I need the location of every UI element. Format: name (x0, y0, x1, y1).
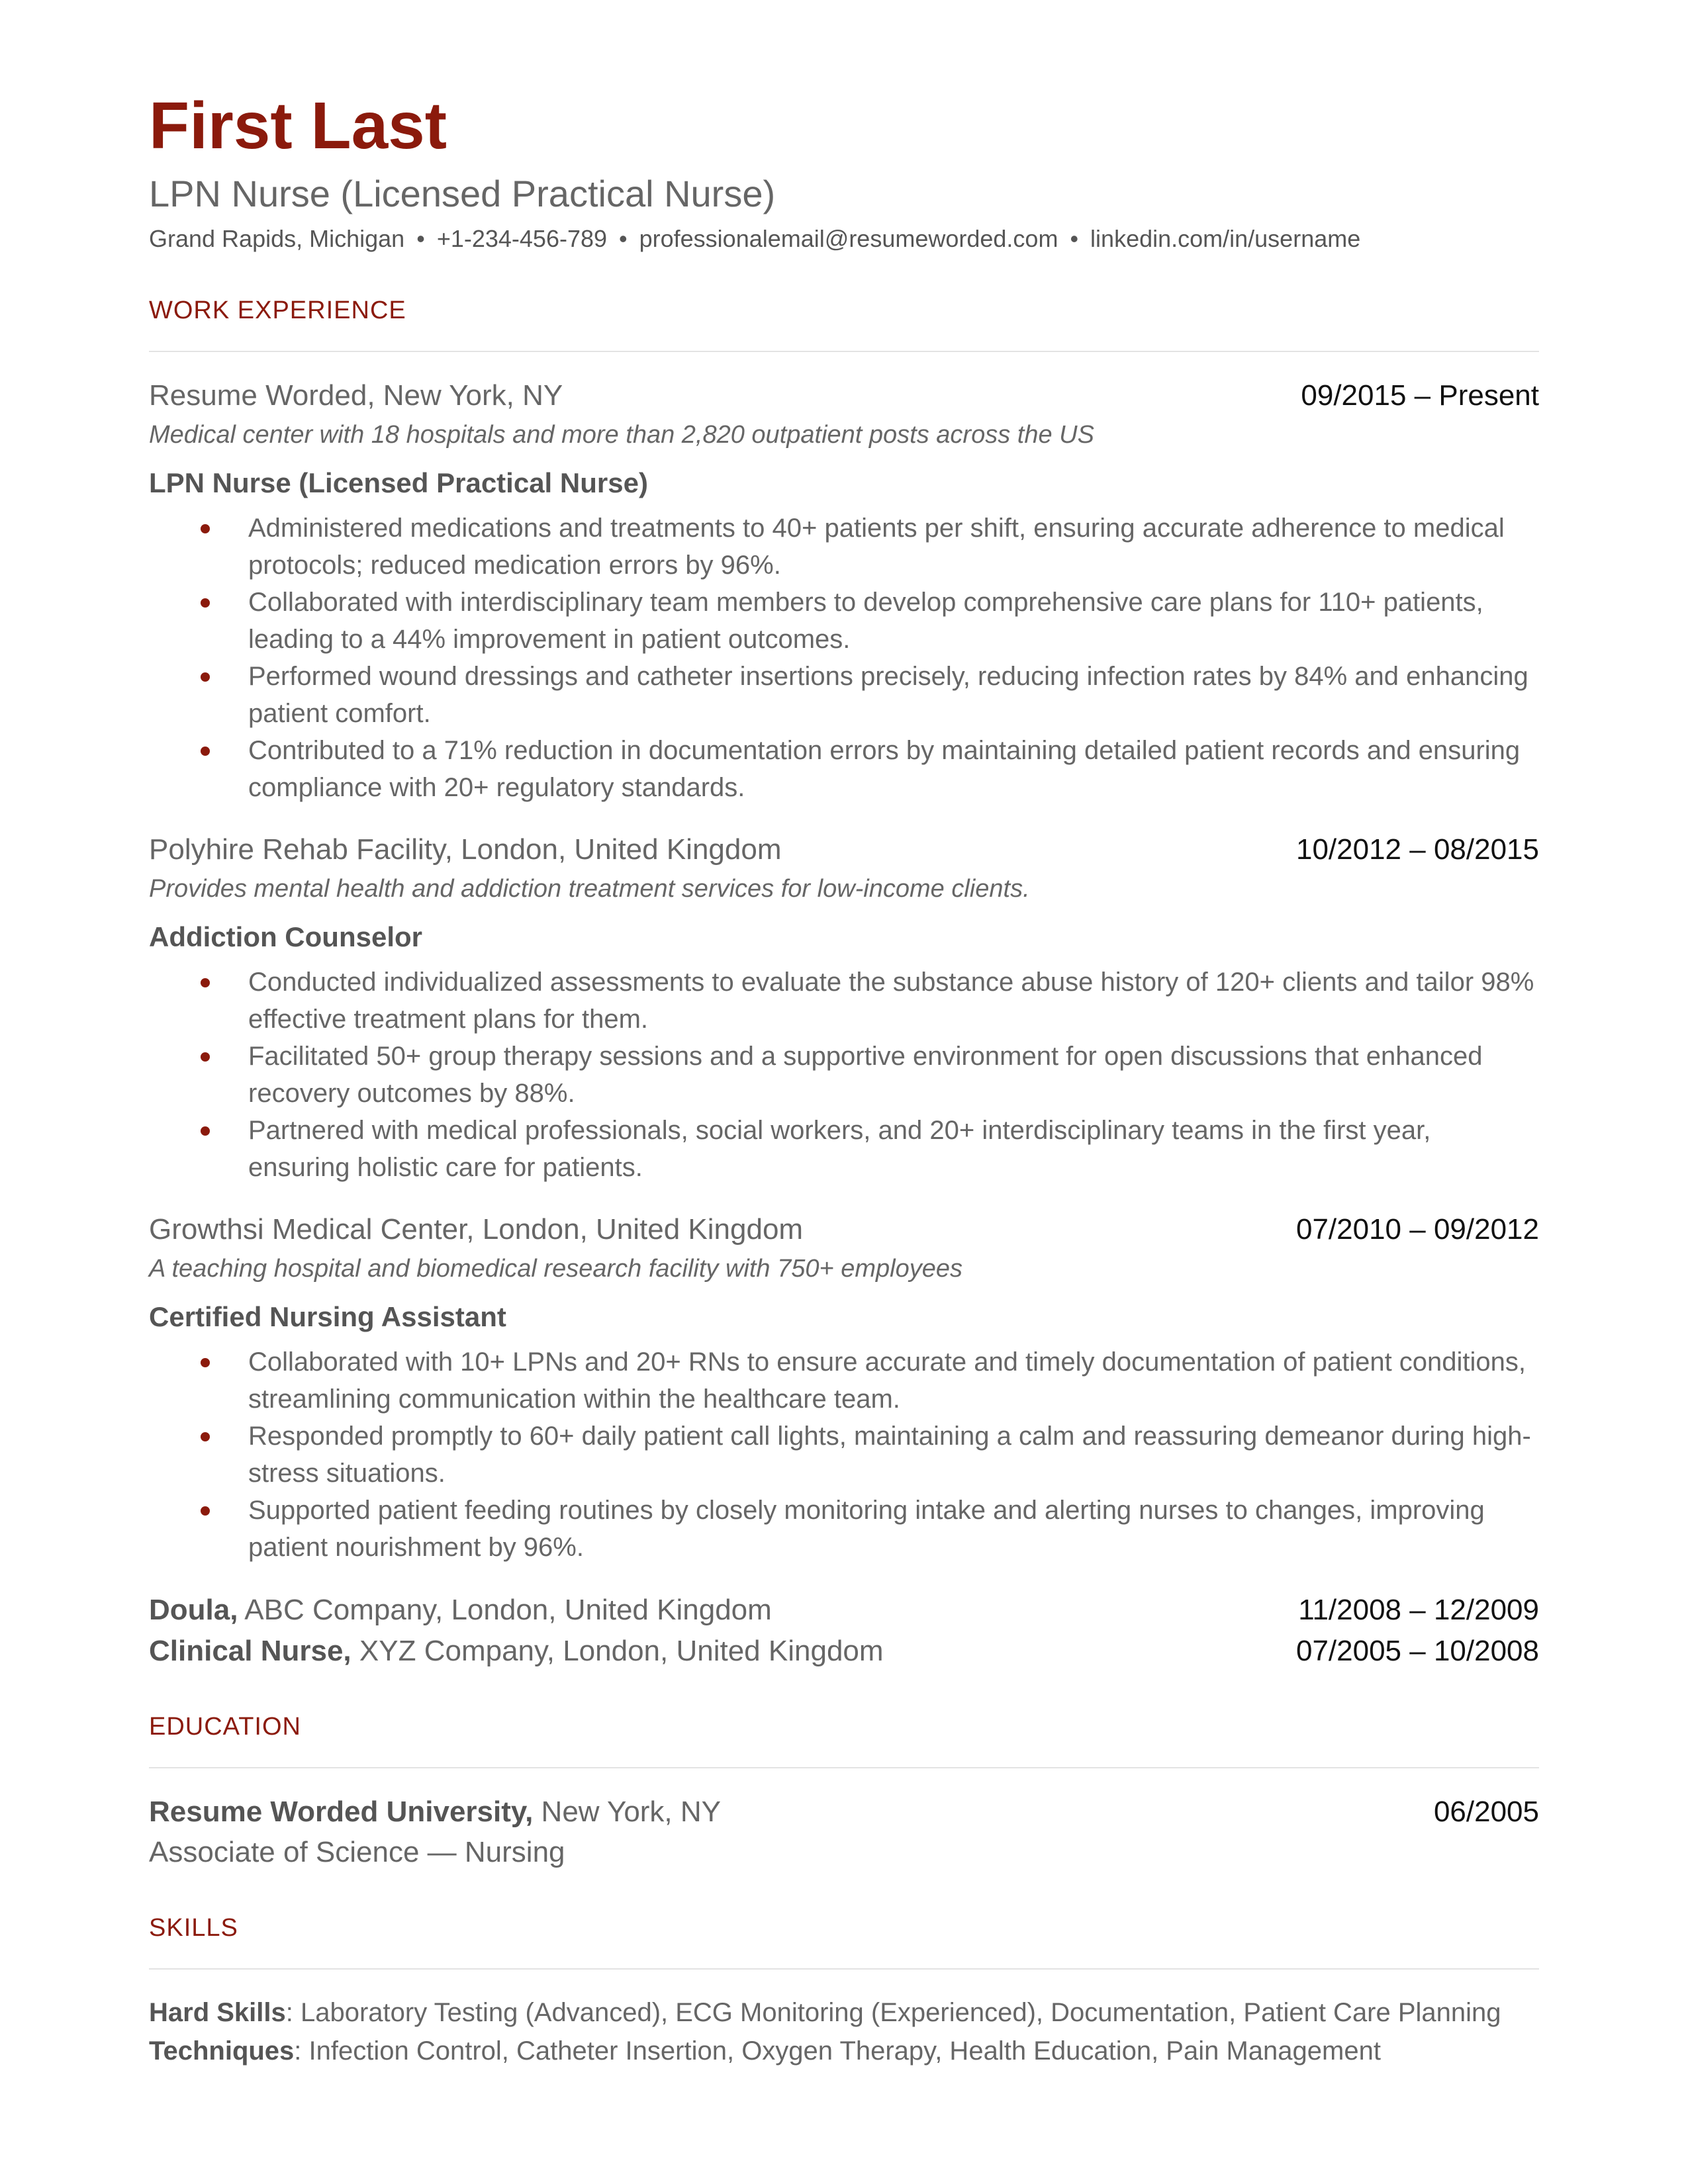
bullet-item (149, 510, 1539, 584)
bullet-icon (201, 1052, 210, 1062)
earlier-role-company: XYZ Company, London, United Kingdom (351, 1635, 884, 1667)
job-company: Polyhire Rehab Facility, London, United Kingdom (149, 833, 782, 866)
job-role: Certified Nursing Assistant (149, 1301, 506, 1332)
bullet-icon (201, 978, 210, 987)
company-description: Medical center with 18 hospitals and more than 2,820 outpatient posts across the US (149, 421, 1094, 449)
section-divider (149, 1968, 1539, 1970)
contact-linkedin: linkedin.com/in/username (1090, 225, 1361, 252)
job-role: LPN Nurse (Licensed Practical Nurse) (149, 467, 648, 498)
job-role: Addiction Counselor (149, 921, 422, 952)
bullet-icon (201, 1432, 210, 1441)
school-location: New York, NY (533, 1796, 722, 1828)
bullet-text: Performed wound dressings and catheter insertions precisely, reducing infection rates by 84% and enhancing patient comfort. (248, 662, 1528, 728)
bullet-item (149, 584, 1539, 658)
job-header (149, 1210, 1539, 1250)
job-entry (149, 1210, 1539, 1566)
company-description: A teaching hospital and biomedical research facility with 750+ employees (149, 1255, 963, 1283)
contact-location: Grand Rapids, Michigan (149, 225, 405, 252)
earlier-role-dates: 07/2005 – 10/2008 (1295, 1635, 1539, 1667)
techniques-value: : Infection Control, Catheter Insertion, Oxygen Therapy, Health Education, Pain Management (294, 2036, 1381, 2066)
education-heading: EDUCATION (149, 1713, 301, 1741)
bullet-icon (201, 747, 210, 756)
hard-skills (149, 1993, 1539, 2032)
earlier-roles (149, 1590, 1539, 1672)
job-entry (149, 376, 1539, 806)
company-description: Provides mental health and addiction treatment services for low-income clients. (149, 875, 1030, 903)
bullet-item (149, 1038, 1539, 1112)
bullet-item (149, 1112, 1539, 1186)
education-school (149, 1792, 721, 1832)
job-company: Growthsi Medical Center, London, United Kingdom (149, 1213, 804, 1246)
job-bullets (149, 964, 1539, 1186)
job-header (149, 376, 1539, 416)
bullet-text: Responded promptly to 60+ daily patient call lights, maintaining a calm and reassuring demeanor during high-stress situations. (248, 1422, 1531, 1488)
earlier-role-title: Doula, (149, 1594, 238, 1626)
candidate-name: First Last (149, 89, 447, 163)
bullet-item (149, 964, 1539, 1038)
bullet-item (149, 658, 1539, 732)
job-header (149, 830, 1539, 870)
education-date: 06/2005 (1433, 1796, 1539, 1828)
bullet-item (149, 1418, 1539, 1492)
section-divider (149, 351, 1539, 352)
contact-separator: • (416, 225, 425, 252)
bullet-item (149, 732, 1539, 806)
candidate-title: LPN Nurse (Licensed Practical Nurse) (149, 173, 776, 214)
work-experience-heading: WORK EXPERIENCE (149, 296, 406, 324)
bullet-icon (201, 598, 210, 608)
bullet-text: Contributed to a 71% reduction in documentation errors by maintaining detailed patient records and ensuring compliance with 20+ regulatory standards. (248, 736, 1521, 802)
school-name: Resume Worded University, (149, 1796, 534, 1828)
earlier-role (149, 1631, 884, 1672)
bullet-text: Collaborated with interdisciplinary team members to develop comprehensive care plans for 110+ patients, leading to a 44% improvement in patient outcomes. (248, 588, 1483, 654)
earlier-role (149, 1590, 772, 1631)
skills-list (149, 1993, 1539, 2070)
job-bullets (149, 510, 1539, 806)
resume-page (149, 86, 1539, 2070)
job-dates: 07/2010 – 09/2012 (1295, 1213, 1539, 1246)
job-entry (149, 830, 1539, 1186)
bullet-icon (201, 672, 210, 682)
job-company: Resume Worded, New York, NY (149, 379, 563, 412)
bullet-icon (201, 1506, 210, 1516)
job-dates: 10/2012 – 08/2015 (1295, 833, 1539, 866)
hard-skills-label: Hard Skills (149, 1998, 286, 2027)
contact-email: professionalemail@resumeworded.com (639, 225, 1058, 252)
contact-separator: • (1070, 225, 1079, 252)
techniques-label: Techniques (149, 2036, 295, 2066)
earlier-role-dates: 11/2008 – 12/2009 (1298, 1594, 1539, 1626)
bullet-text: Collaborated with 10+ LPNs and 20+ RNs to ensure accurate and timely documentation of patient conditions, streamlining communication within the healthcare team. (248, 1347, 1526, 1414)
job-bullets (149, 1343, 1539, 1566)
contact-separator: • (619, 225, 628, 252)
bullet-icon (201, 524, 210, 533)
earlier-role-title: Clinical Nurse, (149, 1635, 352, 1667)
earlier-role-row (149, 1631, 1539, 1672)
section-divider (149, 1767, 1539, 1768)
education-degree: Associate of Science — Nursing (149, 1836, 565, 1868)
job-dates: 09/2015 – Present (1301, 379, 1539, 412)
bullet-text: Conducted individualized assessments to evaluate the substance abuse history of 120+ clients and tailor 98% effective treatment plans for them. (248, 968, 1534, 1034)
bullet-text: Facilitated 50+ group therapy sessions and a supportive environment for open discussions that enhanced recovery outcomes by 88%. (248, 1042, 1483, 1108)
techniques (149, 2032, 1539, 2070)
education-header (149, 1792, 1539, 1832)
earlier-role-company: ABC Company, London, United Kingdom (238, 1594, 772, 1626)
bullet-item (149, 1343, 1539, 1418)
earlier-role-row (149, 1590, 1539, 1631)
contact-phone: +1-234-456-789 (436, 225, 608, 252)
bullet-text: Supported patient feeding routines by closely monitoring intake and alerting nurses to changes, improving patient nourishment by 96%. (248, 1496, 1485, 1562)
bullet-icon (201, 1358, 210, 1367)
contact-line (149, 222, 1539, 255)
skills-heading: SKILLS (149, 1914, 238, 1942)
bullet-text: Administered medications and treatments to 40+ patients per shift, ensuring accurate adherence to medical protocols; reduced medication errors by 96%. (248, 514, 1505, 580)
bullet-icon (201, 1126, 210, 1136)
hard-skills-value: : Laboratory Testing (Advanced), ECG Monitoring (Experienced), Documentation, Patient Care Planning (285, 1998, 1501, 2027)
education-entry (149, 1792, 1539, 1873)
bullet-item (149, 1492, 1539, 1566)
bullet-text: Partnered with medical professionals, social workers, and 20+ interdisciplinary teams in the first year, ensuring holistic care for patients. (248, 1116, 1431, 1182)
